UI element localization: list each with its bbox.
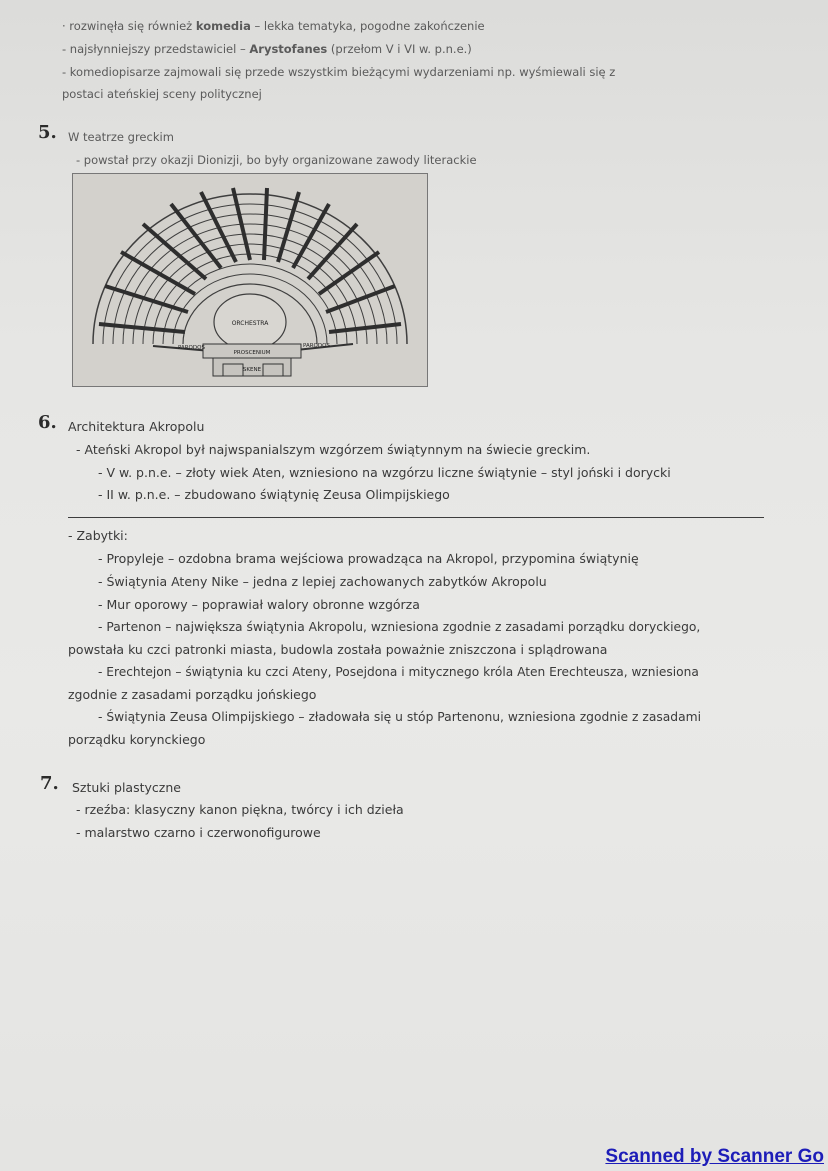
- monument-item: - Erechtejon – świątynia ku czci Ateny, Posejdona i mitycznego króla Aten Erechteusza, wzniesiona: [98, 665, 699, 679]
- text: – lekka tematyka, pogodne zakończenie: [250, 19, 485, 33]
- skene-label: SKENE: [242, 367, 262, 373]
- comedy-writers-line-cont: postaci ateńskiej sceny politycznej: [62, 87, 262, 101]
- comedy-writers-line: - komediopisarze zajmowali się przede wszystkim bieżącymi wydarzeniami np. wyśmiewali się z: [62, 65, 616, 79]
- section-6-title: Architektura Akropolu: [68, 419, 205, 434]
- monument-item-cont: powstała ku czci patronki miasta, budowla została poważnie zniszczona i splądrowana: [68, 642, 608, 657]
- text: (przełom V i VI w. p.n.e.): [327, 42, 472, 56]
- section-6-line: - Ateński Akropol był najwspanialszym wzgórzem świątynnym na świecie greckim.: [76, 442, 591, 457]
- divider-line: [68, 517, 764, 518]
- monument-item: - Świątynia Zeusa Olimpijskiego – zładowała się u stóp Partenonu, wzniesiona zgodnie z zasadami: [98, 710, 702, 724]
- text: - najsłynniejszy przedstawiciel –: [62, 42, 250, 56]
- section-7-title: Sztuki plastyczne: [72, 780, 181, 795]
- section-6-number: 6.: [38, 412, 57, 433]
- monument-item-cont: zgodnie z zasadami porządku jońskiego: [68, 687, 317, 702]
- section-6-subline: - II w. p.n.e. – zbudowano świątynię Zeusa Olimpijskiego: [98, 487, 450, 502]
- monument-item: - Świątynia Ateny Nike – jedna z lepiej zachowanych zabytków Akropolu: [98, 574, 547, 589]
- section-7-number: 7.: [40, 773, 59, 794]
- monument-item: - Partenon – największa świątynia Akropolu, wzniesiona zgodnie z zasadami porządku doryckiego,: [98, 620, 701, 634]
- aristophanes-line: [62, 42, 472, 56]
- monument-item: - Propyleje – ozdobna brama wejściowa prowadząca na Akropol, przypomina świątynię: [98, 551, 639, 566]
- monument-item: - Mur oporowy – poprawiał walory obronne wzgórza: [98, 597, 420, 612]
- scanner-go-link[interactable]: Scanned by Scanner Go: [605, 1146, 824, 1167]
- bold-term: Arystofanes: [249, 42, 328, 56]
- section-5-number: 5.: [38, 122, 57, 143]
- section-6-subline: - V w. p.n.e. – złoty wiek Aten, wzniesiono na wzgórzu liczne świątynie – styl joński i dorycki: [98, 465, 671, 480]
- greek-theatre-diagram: [72, 173, 428, 387]
- bold-term: komedia: [195, 19, 251, 33]
- parodos-right-label: PARODOS: [303, 343, 330, 349]
- section-5-title: W teatrze greckim: [68, 130, 174, 144]
- theatre-plan-drawing: [73, 174, 427, 386]
- section-7-line: - malarstwo czarno i czerwonofigurowe: [76, 825, 321, 840]
- monuments-heading: - Zabytki:: [68, 528, 128, 543]
- monument-item-cont: porządku korynckiego: [68, 732, 206, 747]
- orchestra-label: ORCHESTRA: [231, 320, 269, 327]
- text: · rozwinęła się również: [62, 19, 196, 33]
- comedy-line: [62, 19, 485, 33]
- section-7-line: - rzeźba: klasyczny kanon piękna, twórcy i ich dzieła: [76, 802, 404, 817]
- proscenium-label: PROSCENIUM: [233, 350, 271, 356]
- section-5-line: - powstał przy okazji Dionizji, bo były organizowane zawody literackie: [76, 153, 477, 167]
- parodos-left-label: PARODOS: [178, 345, 205, 351]
